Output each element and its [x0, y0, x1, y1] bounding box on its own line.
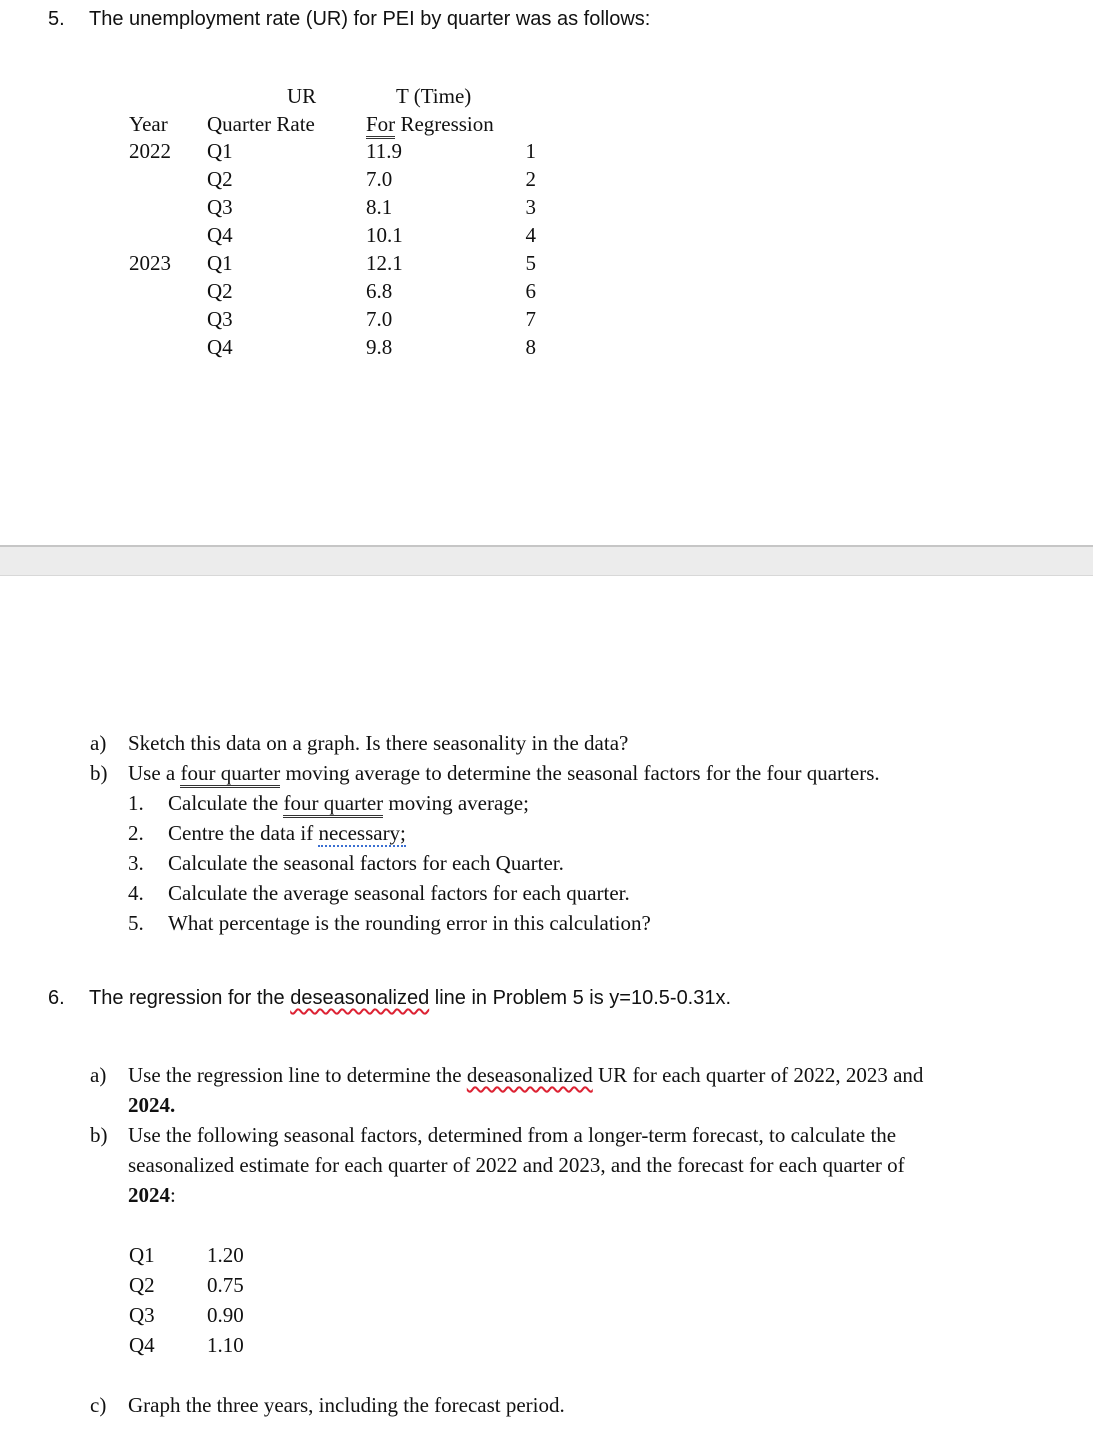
- step-text: [168, 791, 529, 816]
- table-cell-ur: 7.0: [366, 307, 393, 331]
- p6-part-a-line2: 2024.: [128, 1093, 176, 1117]
- p5-part-a-label: a): [90, 731, 107, 755]
- header-regression: Regression: [395, 112, 494, 136]
- p6-part-a-label: a): [90, 1063, 107, 1087]
- step-text-post: moving average;: [383, 791, 529, 815]
- header-for-regression: [366, 112, 494, 137]
- table-cell-ur: 10.1: [366, 223, 403, 247]
- factor-quarter: Q4: [129, 1333, 155, 1357]
- step-text-pre: Calculate the: [168, 791, 284, 815]
- p6-text-post: line in Problem 5 is y=10.5-0.31x.: [429, 987, 732, 1009]
- problem-5-number: 5.: [48, 8, 65, 30]
- table-cell-time: 3: [525, 195, 536, 219]
- problem-6-number: 6.: [48, 987, 65, 1009]
- p5-part-b-post: moving average to determine the seasonal factors for the four quarters.: [280, 761, 880, 785]
- p5-part-b-label: b): [90, 761, 108, 785]
- table-cell-time: 5: [525, 251, 536, 275]
- p6-part-b-label: b): [90, 1123, 108, 1147]
- table-cell-ur: 7.0: [366, 167, 393, 191]
- factor-quarter: Q2: [129, 1273, 155, 1297]
- table-cell-ur: 12.1: [366, 251, 403, 275]
- table-cell-time: 6: [525, 279, 536, 303]
- step-text: [168, 881, 630, 906]
- step-number: 1.: [128, 791, 144, 815]
- table-cell-time: 8: [525, 335, 536, 359]
- step-number: 2.: [128, 821, 144, 845]
- p5-part-b-underlined: four quarter: [180, 761, 280, 788]
- problem-6-text: [89, 987, 731, 1010]
- p5-part-b-text: [128, 761, 880, 786]
- p6-part-b-colon: :: [170, 1183, 176, 1207]
- header-year: Year: [129, 112, 168, 136]
- step-text: [168, 821, 406, 846]
- table-cell-quarter: Q2: [207, 167, 233, 191]
- table-cell-quarter: Q2: [207, 279, 233, 303]
- step-text: [168, 851, 564, 876]
- table-cell-ur: 6.8: [366, 279, 393, 303]
- table-cell-quarter: Q1: [207, 139, 233, 163]
- step-text-pre: Calculate the seasonal factors for each Quarter.: [168, 851, 564, 875]
- p5-part-a-text: Sketch this data on a graph. Is there seasonality in the data?: [128, 731, 629, 755]
- factor-value: 0.75: [207, 1273, 244, 1297]
- table-cell-time: 2: [525, 167, 536, 191]
- table-cell-quarter: Q4: [207, 223, 233, 247]
- step-text-underlined: four quarter: [283, 791, 383, 818]
- header-ur: UR: [287, 84, 317, 108]
- step-number: 5.: [128, 911, 144, 935]
- table-cell-time: 4: [525, 223, 536, 247]
- step-text: [168, 911, 651, 936]
- table-cell-ur: 9.8: [366, 335, 393, 359]
- table-cell-ur: 11.9: [366, 139, 402, 163]
- p6-part-c-label: c): [90, 1393, 107, 1417]
- p6-part-a-pre: Use the regression line to determine the: [128, 1063, 467, 1087]
- factor-value: 1.10: [207, 1333, 244, 1357]
- factor-quarter: Q1: [129, 1243, 155, 1267]
- table-cell-year: 2023: [129, 251, 171, 275]
- header-for: For: [366, 112, 395, 139]
- p6-part-a-word: deseasonalized: [466, 1063, 593, 1087]
- table-cell-year: 2022: [129, 139, 171, 163]
- p6-part-b-line3: [128, 1183, 176, 1208]
- step-number: 3.: [128, 851, 144, 875]
- page-break: [0, 545, 1093, 576]
- step-text-underlined: necessary;: [318, 821, 406, 845]
- p6-part-c-text: Graph the three years, including the forecast period.: [128, 1393, 565, 1417]
- step-text-pre: Centre the data if: [168, 821, 319, 845]
- table-cell-quarter: Q1: [207, 251, 233, 275]
- p5-part-b-pre: Use a: [128, 761, 181, 785]
- p6-part-b-line2: seasonalized estimate for each quarter of 2022 and 2023, and the forecast for each quarter of: [128, 1153, 905, 1177]
- factor-value: 1.20: [207, 1243, 244, 1267]
- step-text-pre: What percentage is the rounding error in this calculation?: [168, 911, 651, 935]
- table-cell-quarter: Q4: [207, 335, 233, 359]
- p6-text-word: deseasonalized: [290, 987, 430, 1009]
- step-number: 4.: [128, 881, 144, 905]
- table-cell-ur: 8.1: [366, 195, 393, 219]
- p6-text-pre: The regression for the: [89, 987, 291, 1009]
- p6-part-b-year: 2024: [128, 1183, 170, 1207]
- header-time: T (Time): [396, 84, 472, 108]
- factor-value: 0.90: [207, 1303, 244, 1327]
- table-cell-quarter: Q3: [207, 195, 233, 219]
- problem-5-text: The unemployment rate (UR) for PEI by quarter was as follows:: [89, 8, 651, 30]
- factor-quarter: Q3: [129, 1303, 155, 1327]
- table-cell-quarter: Q3: [207, 307, 233, 331]
- table-cell-time: 1: [525, 139, 536, 163]
- p6-part-b-line1: Use the following seasonal factors, determined from a longer-term forecast, to calculate the: [128, 1123, 897, 1147]
- header-quarter-rate: Quarter Rate: [207, 112, 315, 136]
- table-cell-time: 7: [525, 307, 536, 331]
- p6-part-a-post: UR for each quarter of 2022, 2023 and: [592, 1063, 924, 1087]
- p6-part-a-text: [128, 1063, 923, 1088]
- step-text-pre: Calculate the average seasonal factors for each quarter.: [168, 881, 630, 905]
